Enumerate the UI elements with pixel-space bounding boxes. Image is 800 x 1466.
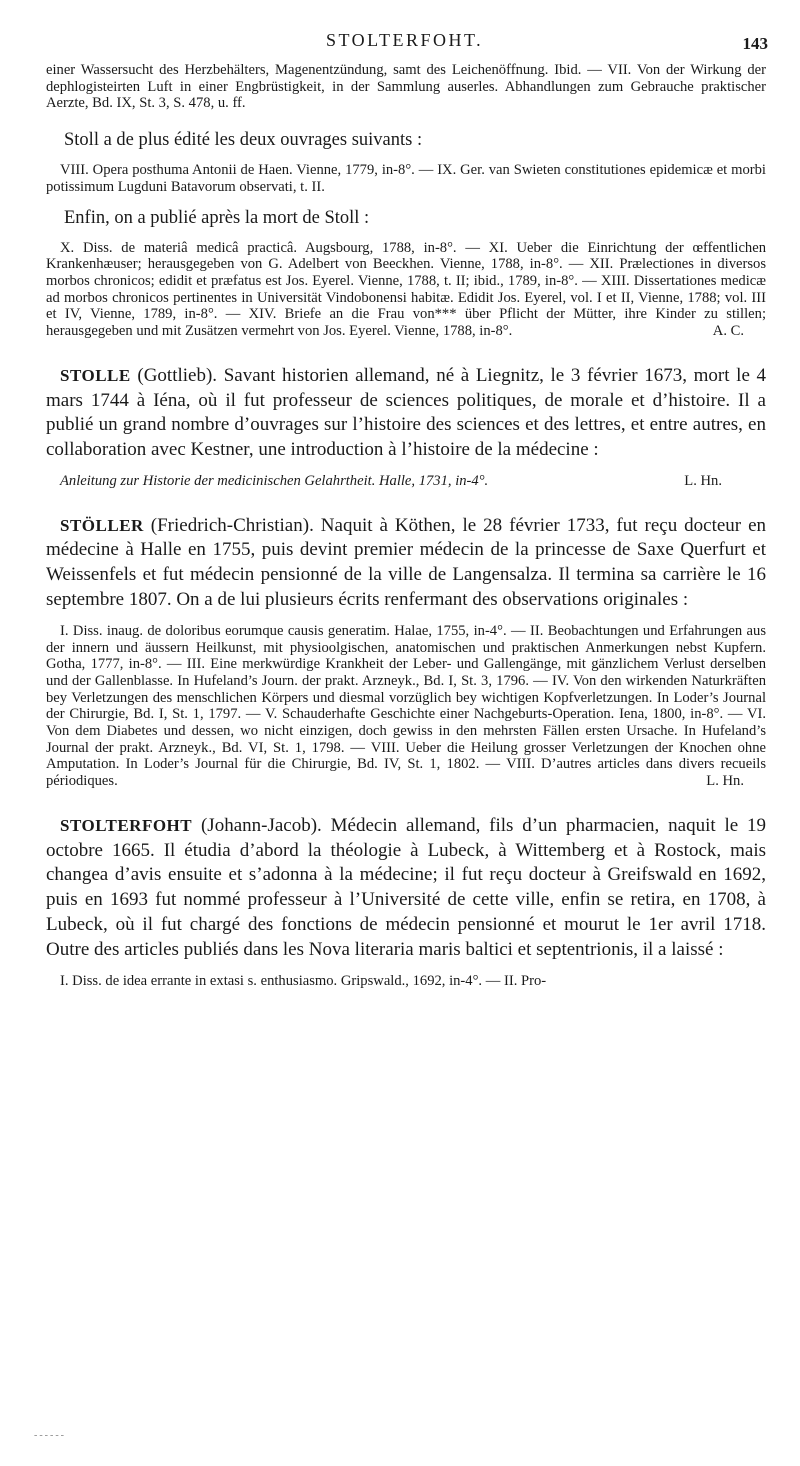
- page-header: [0, 30, 800, 56]
- stolle-works: [46, 473, 766, 490]
- stolterfoht-headword: STOLTERFOHT: [60, 815, 193, 835]
- stolle-entry: [46, 364, 766, 463]
- stoller-works-text: I. Diss. inaug. de doloribus eorumque causis generatim. Halae, 1755, in-4°. — II. Beobachtungen und Erfahrungen aus der innern und äussern Heilkunst, mit physioolgischen, anatomischen und praktischen Anmerkungen nebst Kupfern. Gotha, 1777, in-8°. — III. Eine merkwürdige Krankheit der Leber- und Gallengänge, mit gänzlichem Verlust derselben und der Gallenblasse. In Hufeland’s Journ. der prakt. Arzneyk., Bd. I, St. 3, 1796. — IV. Von den wirkenden Naturkräften bey Verletzungen des menschlichen Körpers und diesmal vorzüglich bey wichtigen Kopfverletzungen. In Loder’s Journal der Chirurgie, Bd. I, St. 1, 1797. — V. Schauderhafte Geschichte einer Nachgeburts-Operation. Iena, 1800, in-8°. — VI. Von dem Diabetes und dessen, wo nicht einzigen, doch gewiss in den mehrsten Fällen ersten Ursache. In Hufeland’s Journal der prakt. Arzneyk., Bd. VI, St. 1, 1798. — VIII. Ueber die Heilung grosser Verletzungen der Knochen ohne Amputation. In Loder’s Journal für die Chirurgie, Bd. IV, St. 1, 1802. — VIII. D’autres articles dans divers recueils périodiques.: [46, 622, 766, 790]
- stoller-first-name: (Friedrich-Christian).: [150, 514, 314, 536]
- stolterfoht-works: I. Diss. de idea errante in extasi s. enthusiasmo. Gripswald., 1692, in-4°. — II. Pro-: [60, 972, 547, 989]
- stoller-headword: STÖLLER: [60, 515, 144, 535]
- stolle-headword: STOLLE: [60, 365, 131, 385]
- stolterfoht-first-name: (Johann-Jacob).: [200, 814, 322, 836]
- stolterfoht-biography: Médecin allemand, fils d’un pharmacien, naquit le 19 octobre 1665. Il étudia d’abord la théologie à Lubeck, à Wittemberg et à Rostock, mais changea d’avis ensuite et s’adonna à la médecine; il fut reçu docteur à Greifswald en 1692, puis en 1693 fut nommé professeur à l’Université de cette ville, enfin se retira, en 1708, à Lubeck, où il fut chargé des fonctions de médecin pensionné et mourut le 1er avril 1718. Outre des articles publiés dans les Nova literaria maris baltici et septentrionis, il a laissé :: [46, 814, 767, 960]
- stoll-posthumous-intro: Enfin, on a publié après la mort de Stoll :: [64, 207, 370, 228]
- stoller-biography: Naquit à Köthen, le 28 février 1733, fut reçu docteur en médecine à Halle en 1755, puis devint premier médecin de la princesse de Saxe Querfurt et Weissenfels et fut médecin pensionné de la ville de Langensalza. Il termina sa carrière le 16 septembre 1807. On a de lui plusieurs écrits renfermant des observations originales :: [46, 514, 767, 611]
- stoll-posthumous-works-text: X. Diss. de materiâ medicâ practicâ. Augsbourg, 1788, in-8°. — XI. Ueber die Einrichtung der œffentlichen Krankenhæuser; herausgegeben von G. Adelbert von Beeckhen. Vienne, 1788, in-8°. — XII. Prælectiones in diversos morbos chronicos; edidit et præfatus est Jos. Eyerel. Vienne, 1788, t. II; ibid., 1789, in-8°. — XIII. Dissertationes medicæ ad morbos chronicos pertinentes in Universität Vindobonensi habitæ. Edidit Jos. Eyerel, vol. I et II, Vienne, 1788; vol. III et IV, Vienne, 1789, in-8°. — XIV. Briefe an die Frau von*** über Pflicht der Mütter, ihre Kinder zu stillen; herausgegeben und mit Zusätzen vermehrt von Jos. Eyerel. Vienne, 1788, in-8°.: [46, 239, 766, 340]
- stolle-biography: Savant historien allemand, né à Liegnitz, le 3 février 1673, mort le 4 mars 1744 à Iéna, où il fut professeur de sciences politiques, de morale et d’histoire. Il a publié un grand nombre d’ouvrages sur l’histoire des sciences et des lettres, et entre autres, en collaboration avec Kestner, une introduction à l’histoire de la médecine :: [46, 364, 767, 461]
- stoll-works-list-continued: einer Wassersucht des Herzbehälters, Magenentzündung, samt des Leichenöffnung. Ibid. — VII. Von der Wirkung der dephlogisteirten Luft in einer Engbrüstigkeit, in der Sammlung auserles. Abhandlungen zum Gebrauche praktischer Aerzte, Bd. IX, St. 3, S. 478, u. ff.: [46, 62, 766, 112]
- stoll-signature: A. C.: [712, 323, 744, 340]
- stolle-first-name: (Gottlieb).: [137, 364, 218, 386]
- running-title: STOLTERFOHT.: [326, 30, 484, 50]
- stoll-edited-intro: Stoll a de plus édité les deux ouvrages suivants :: [64, 130, 423, 151]
- stoller-entry: [46, 514, 766, 613]
- stolle-signature: L. Hn.: [684, 472, 722, 489]
- stoller-signature: L. Hn.: [706, 773, 744, 790]
- footer-mark: ------: [34, 1430, 66, 1441]
- stoll-edited-works: VIII. Opera posthuma Antonii de Haen. Vienne, 1779, in-8°. — IX. Ger. van Swieten constitutiones epidemicæ et morbi potissimum Lugduni Batavorum observati, t. II.: [46, 162, 766, 195]
- stolle-work-title: Anleitung zur Historie der medicinischen Gelahrtheit. Halle, 1731, in-4°.: [60, 472, 489, 489]
- stoll-posthumous-works: [46, 240, 766, 340]
- stolterfoht-entry: [46, 814, 766, 963]
- page-number: 143: [742, 34, 768, 53]
- stoller-works: [46, 623, 766, 790]
- page-body: [46, 62, 766, 989]
